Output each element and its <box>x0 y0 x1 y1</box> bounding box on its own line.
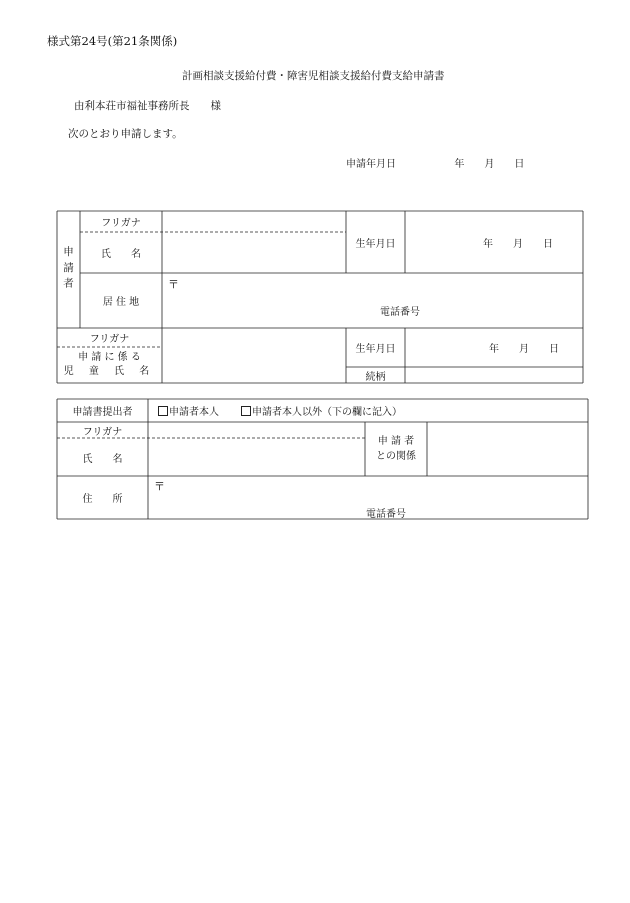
application-date-label: 申請年月日 <box>346 159 396 170</box>
submitter-relation-line1: 申 請 者 <box>377 436 415 447</box>
applicant-name-field[interactable] <box>162 232 346 273</box>
form-code: 様式第24号(第21条関係) <box>47 34 178 48</box>
applicant-phone-label: 電話番号 <box>380 307 420 318</box>
option-self-label: 申請者本人 <box>169 407 219 418</box>
applicant-birth-units: 年 月 日 <box>483 238 553 250</box>
applicant-name-label: 氏 名 <box>101 249 141 260</box>
submitter-relation-field[interactable] <box>427 422 588 476</box>
submitter-options <box>148 399 588 422</box>
applicant-group-label-cell <box>57 211 80 328</box>
applicant-address-label: 居 住 地 <box>102 297 140 308</box>
applicant-furigana-label: フリガナ <box>101 218 141 229</box>
submitter-relation-label <box>365 422 427 476</box>
submitter-relation-line2: との関係 <box>376 451 416 462</box>
relation-label: 続柄 <box>365 371 386 383</box>
relation-field[interactable] <box>405 367 583 383</box>
option-other-label: 申請者本人以外（下の欄に記入） <box>252 407 402 418</box>
document-title: 計画相談支援給付費・障害児相談支援給付費支給申請書 <box>182 70 445 82</box>
child-name-label <box>57 347 162 383</box>
submitter-furigana-field[interactable] <box>148 422 365 438</box>
child-name-label-line1: 申 請 に 係 る <box>78 352 141 363</box>
checkbox-other[interactable] <box>241 406 251 416</box>
checkbox-self[interactable] <box>158 406 168 416</box>
child-name-label-line2: 児 童 氏 名 <box>63 366 156 377</box>
applicant-birth-field[interactable] <box>405 211 583 273</box>
applicant-group-label: 申請者 <box>62 245 74 294</box>
child-furigana-label: フリガナ <box>89 334 130 345</box>
child-birth-label: 生年月日 <box>355 344 396 355</box>
applicant-postal-mark: 〒 <box>168 278 179 291</box>
submitter-furigana-label: フリガナ <box>82 426 123 438</box>
submitter-name-field[interactable] <box>148 438 365 476</box>
submitter-address-label: 住 所 <box>82 494 123 505</box>
child-birth-field[interactable] <box>405 328 583 367</box>
child-name-field[interactable] <box>162 328 346 383</box>
addressee: 由利本荘市福祉事務所長 様 <box>74 100 221 112</box>
application-date-units: 年 月 日 <box>454 159 525 170</box>
submitter-label: 申請書提出者 <box>72 407 133 418</box>
intro-text: 次のとおり申請します。 <box>68 128 183 140</box>
submitter-postal-mark: 〒 <box>154 480 165 493</box>
submitter-name-label: 氏 名 <box>82 453 123 465</box>
option-self[interactable] <box>158 403 219 418</box>
applicant-furigana-field[interactable] <box>162 211 346 232</box>
child-birth-units: 年 月 日 <box>489 344 559 355</box>
applicant-address-field[interactable] <box>162 273 583 328</box>
option-other[interactable] <box>241 403 402 418</box>
submitter-phone-label: 電話番号 <box>366 509 406 520</box>
applicant-birth-label: 生年月日 <box>355 238 396 250</box>
